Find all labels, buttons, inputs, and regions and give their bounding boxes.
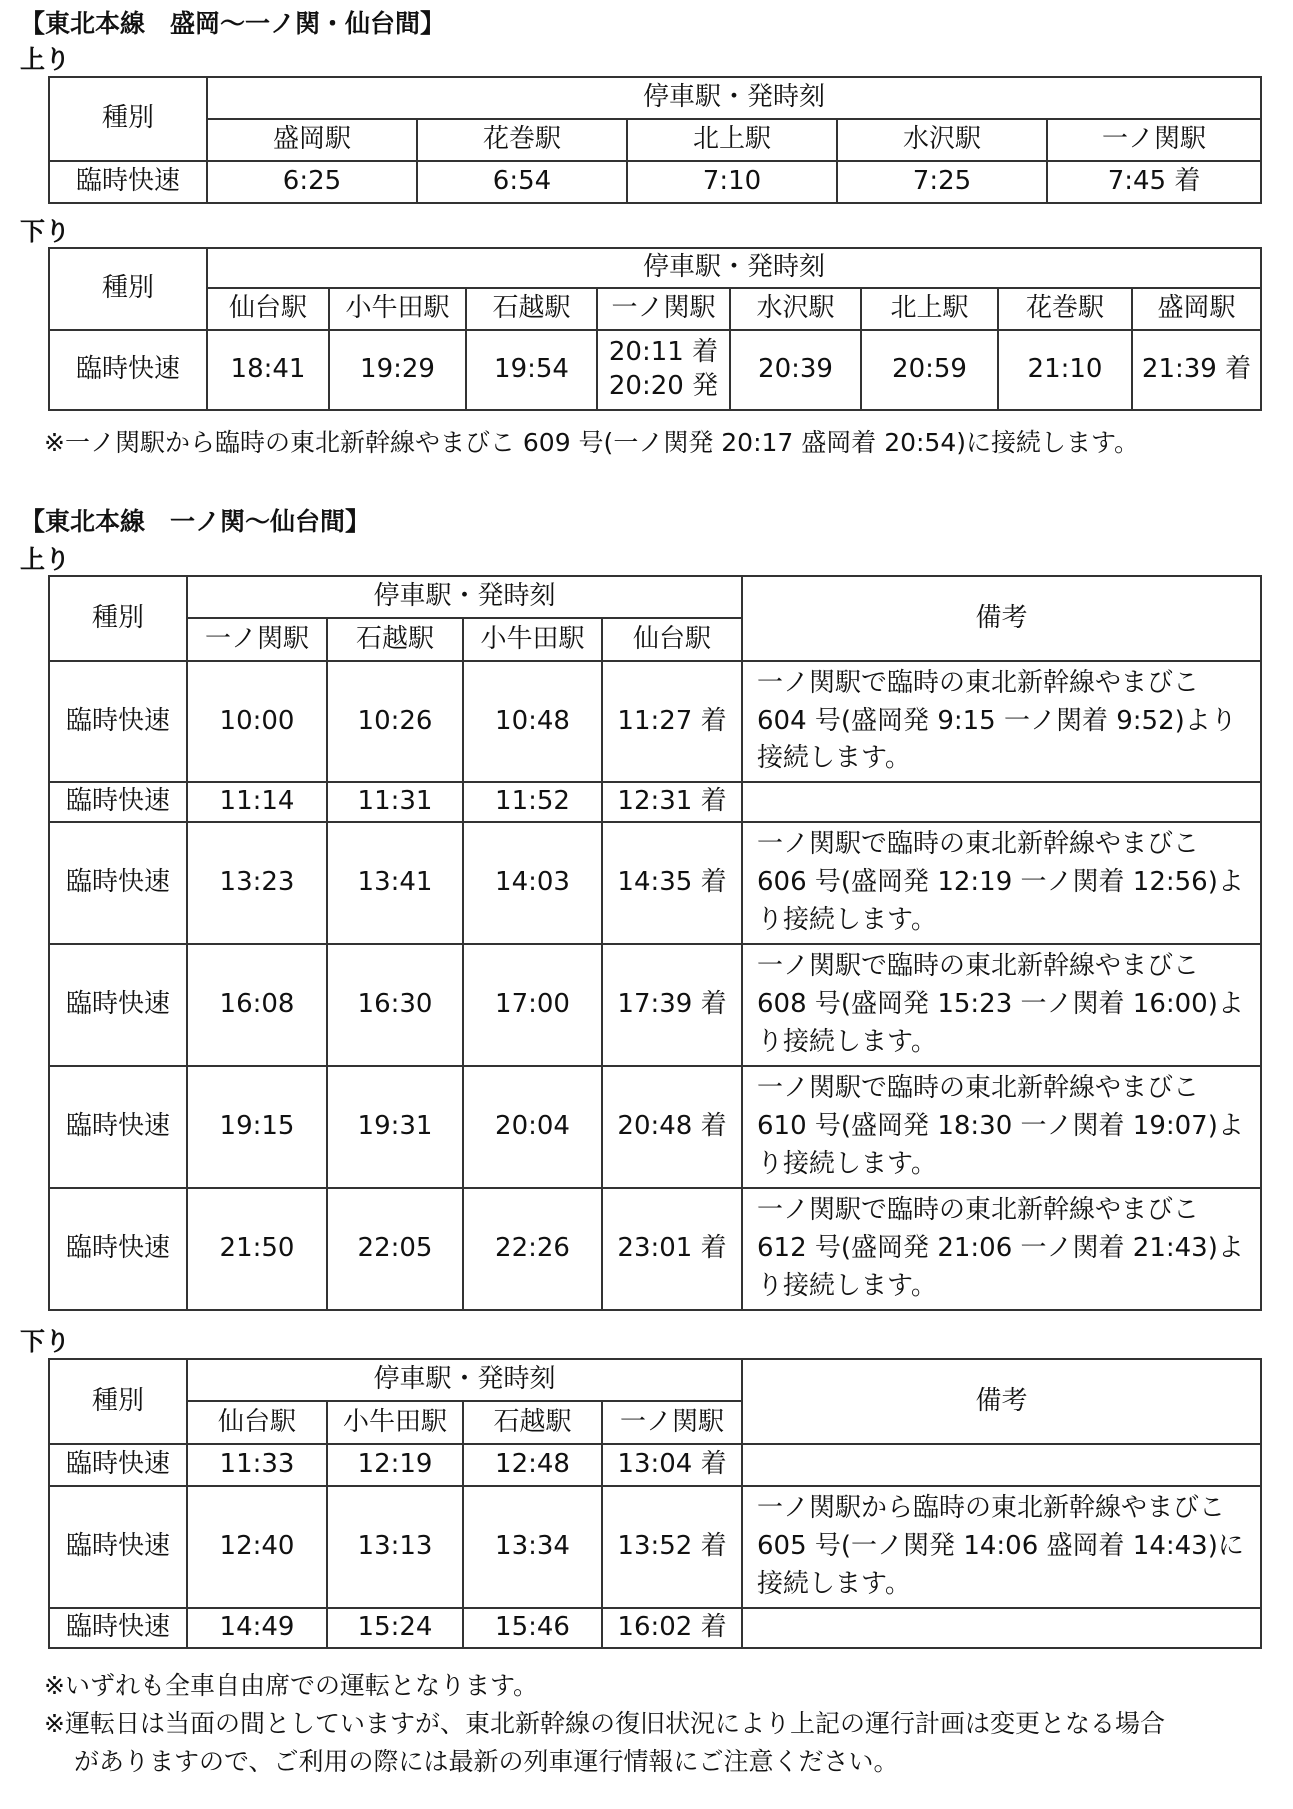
time-cell: 10:00 [187, 661, 327, 782]
station-header: 北上駅 [627, 119, 837, 161]
footnote-1: ※いずれも全車自由席での運転となります。 [44, 1671, 538, 1700]
remark-cell [742, 1188, 1261, 1310]
time-cell: 14:49 [187, 1608, 327, 1648]
time-cell: 13:41 [327, 822, 463, 944]
time-cell: 16:02 着 [602, 1608, 742, 1648]
header-group: 停車駅・発時刻 [187, 1359, 742, 1401]
header-group: 停車駅・発時刻 [187, 576, 742, 618]
section2-up-label: 上り [20, 545, 71, 574]
remark-line: 一ノ関駅で臨時の東北新幹線やまびこ [757, 667, 1200, 698]
remark-line: 一ノ関駅で臨時の東北新幹線やまびこ [757, 1195, 1200, 1226]
time-cell: 13:34 [463, 1486, 602, 1608]
station-header: 石越駅 [327, 618, 463, 661]
station-header: 水沢駅 [730, 288, 861, 330]
table-row [49, 1608, 1261, 1648]
train-kind: 臨時快速 [49, 161, 207, 203]
train-kind: 臨時快速 [49, 944, 187, 1066]
time-cell: 18:41 [207, 330, 329, 410]
table-row [49, 661, 1261, 782]
header-group: 停車駅・発時刻 [207, 248, 1261, 288]
remark-line: 605 号(一ノ関発 14:06 盛岡着 14:43)に [757, 1531, 1244, 1562]
station-header: 仙台駅 [602, 618, 742, 661]
remark-line: 一ノ関駅で臨時の東北新幹線やまびこ [757, 951, 1200, 982]
table-row [49, 1188, 1261, 1310]
section2-up-table [48, 575, 1262, 1311]
remark-cell [742, 1608, 1261, 1648]
time-cell: 10:26 [327, 661, 463, 782]
remark-cell [742, 782, 1261, 822]
time-cell: 20:48 着 [602, 1066, 742, 1188]
remark-line: 606 号(盛岡発 12:19 一ノ関着 12:56)よ [757, 867, 1244, 898]
time-cell: 11:52 [463, 782, 602, 822]
station-header: 盛岡駅 [207, 119, 417, 161]
station-header: 花巻駅 [998, 288, 1132, 330]
time-cell: 15:46 [463, 1608, 602, 1648]
remark-cell [742, 1486, 1261, 1608]
station-header: 仙台駅 [187, 1401, 327, 1444]
time-cell: 21:10 [998, 330, 1132, 410]
train-kind: 臨時快速 [49, 1188, 187, 1310]
header-kind: 種別 [49, 77, 207, 161]
station-header: 北上駅 [861, 288, 998, 330]
time-cell: 19:29 [329, 330, 466, 410]
station-header: 小牛田駅 [327, 1401, 463, 1444]
time-cell: 14:03 [463, 822, 602, 944]
time-cell: 12:31 着 [602, 782, 742, 822]
section1-note: ※一ノ関駅から臨時の東北新幹線やまびこ 609 号(一ノ関発 20:17 盛岡着 20:54)に接続します。 [44, 428, 1140, 457]
table-row [49, 330, 1261, 410]
table-row [49, 782, 1261, 822]
section1-up-label: 上り [20, 45, 71, 74]
section1-down-label: 下り [20, 217, 71, 246]
header-kind: 種別 [49, 248, 207, 330]
time-cell: 12:48 [463, 1444, 602, 1486]
time-cell: 11:14 [187, 782, 327, 822]
remark-line: 612 号(盛岡発 21:06 一ノ関着 21:43)よ [757, 1233, 1244, 1264]
station-header: 一ノ関駅 [602, 1401, 742, 1444]
time-cell: 19:31 [327, 1066, 463, 1188]
time-cell: 21:39 着 [1132, 330, 1261, 410]
section1-up-table [48, 76, 1262, 204]
train-kind: 臨時快速 [49, 1486, 187, 1608]
train-kind: 臨時快速 [49, 330, 207, 410]
train-kind: 臨時快速 [49, 661, 187, 782]
header-group: 停車駅・発時刻 [207, 77, 1261, 119]
table-row [49, 161, 1261, 203]
remark-line: 一ノ関駅で臨時の東北新幹線やまびこ [757, 1073, 1200, 1104]
time-cell: 13:04 着 [602, 1444, 742, 1486]
time-cell: 23:01 着 [602, 1188, 742, 1310]
time-cell: 20:59 [861, 330, 998, 410]
remark-line: 610 号(盛岡発 18:30 一ノ関着 19:07)よ [757, 1111, 1244, 1142]
table-row [49, 1444, 1261, 1486]
remark-line: 一ノ関駅で臨時の東北新幹線やまびこ [757, 829, 1200, 860]
time-cell: 17:00 [463, 944, 602, 1066]
station-header: 小牛田駅 [463, 618, 602, 661]
time-cell: 16:08 [187, 944, 327, 1066]
time-cell: 12:19 [327, 1444, 463, 1486]
remark-cell [742, 822, 1261, 944]
time-cell: 7:10 [627, 161, 837, 203]
time-cell: 14:35 着 [602, 822, 742, 944]
header-kind: 種別 [49, 1359, 187, 1444]
time-cell: 12:40 [187, 1486, 327, 1608]
remark-line: 接続します。 [757, 743, 911, 774]
time-cell: 19:54 [466, 330, 597, 410]
remark-line: 604 号(盛岡発 9:15 一ノ関着 9:52)より [757, 705, 1237, 736]
time-cell: 11:27 着 [602, 661, 742, 782]
time-cell: 20:04 [463, 1066, 602, 1188]
section2-title: 【東北本線 一ノ関～仙台間】 [20, 507, 371, 536]
remark-cell [742, 1066, 1261, 1188]
remark-cell [742, 944, 1261, 1066]
station-header: 一ノ関駅 [187, 618, 327, 661]
train-kind: 臨時快速 [49, 822, 187, 944]
section2-down-table [48, 1358, 1262, 1649]
station-header: 盛岡駅 [1132, 288, 1261, 330]
station-header: 石越駅 [463, 1401, 602, 1444]
time-cell: 15:24 [327, 1608, 463, 1648]
remark-cell [742, 661, 1261, 782]
train-kind: 臨時快速 [49, 1444, 187, 1486]
station-header: 花巻駅 [417, 119, 627, 161]
remark-cell [742, 1444, 1261, 1486]
section1-down-table [48, 247, 1262, 411]
remark-line: 接続します。 [757, 1568, 911, 1599]
time-cell: 22:05 [327, 1188, 463, 1310]
table-row [49, 944, 1261, 1066]
remark-line: 608 号(盛岡発 15:23 一ノ関着 16:00)よ [757, 989, 1244, 1020]
station-header: 水沢駅 [837, 119, 1047, 161]
table-row [49, 822, 1261, 944]
footnote-3: がありますので、ご利用の際には最新の列車運行情報にご注意ください。 [74, 1747, 899, 1776]
time-cell: 11:33 [187, 1444, 327, 1486]
remark-line: り接続します。 [757, 1148, 937, 1179]
remark-line: り接続します。 [757, 904, 937, 935]
table-row [49, 1486, 1261, 1608]
header-note: 備考 [742, 576, 1261, 661]
train-kind: 臨時快速 [49, 782, 187, 822]
time-cell: 16:30 [327, 944, 463, 1066]
footnote-2: ※運転日は当面の間としていますが、東北新幹線の復旧状況により上記の運行計画は変更となる場合 [44, 1709, 1165, 1738]
time-cell: 20:39 [730, 330, 861, 410]
table-row [49, 1066, 1261, 1188]
station-header: 小牛田駅 [329, 288, 466, 330]
time-cell: 6:54 [417, 161, 627, 203]
arrival-time: 20:11 着 [608, 337, 719, 368]
station-header: 一ノ関駅 [597, 288, 730, 330]
header-kind: 種別 [49, 576, 187, 661]
train-kind: 臨時快速 [49, 1608, 187, 1648]
time-cell: 13:13 [327, 1486, 463, 1608]
time-cell: 10:48 [463, 661, 602, 782]
departure-time: 20:20 発 [608, 371, 719, 401]
train-kind: 臨時快速 [49, 1066, 187, 1188]
time-cell: 11:31 [327, 782, 463, 822]
section2-down-label: 下り [20, 1327, 71, 1356]
time-cell: 17:39 着 [602, 944, 742, 1066]
header-note: 備考 [742, 1359, 1261, 1444]
section1-title: 【東北本線 盛岡～一ノ関・仙台間】 [20, 9, 446, 38]
time-cell: 21:50 [187, 1188, 327, 1310]
time-cell: 22:26 [463, 1188, 602, 1310]
time-cell: 7:45 着 [1047, 161, 1261, 203]
station-header: 石越駅 [466, 288, 597, 330]
time-cell: 7:25 [837, 161, 1047, 203]
remark-line: り接続します。 [757, 1270, 937, 1301]
remark-line: り接続します。 [757, 1026, 937, 1057]
remark-line: 一ノ関駅から臨時の東北新幹線やまびこ [757, 1493, 1226, 1524]
time-cell: 6:25 [207, 161, 417, 203]
time-cell-ichinoseki [597, 330, 730, 410]
station-header: 一ノ関駅 [1047, 119, 1261, 161]
time-cell: 13:23 [187, 822, 327, 944]
station-header: 仙台駅 [207, 288, 329, 330]
time-cell: 19:15 [187, 1066, 327, 1188]
time-cell: 13:52 着 [602, 1486, 742, 1608]
